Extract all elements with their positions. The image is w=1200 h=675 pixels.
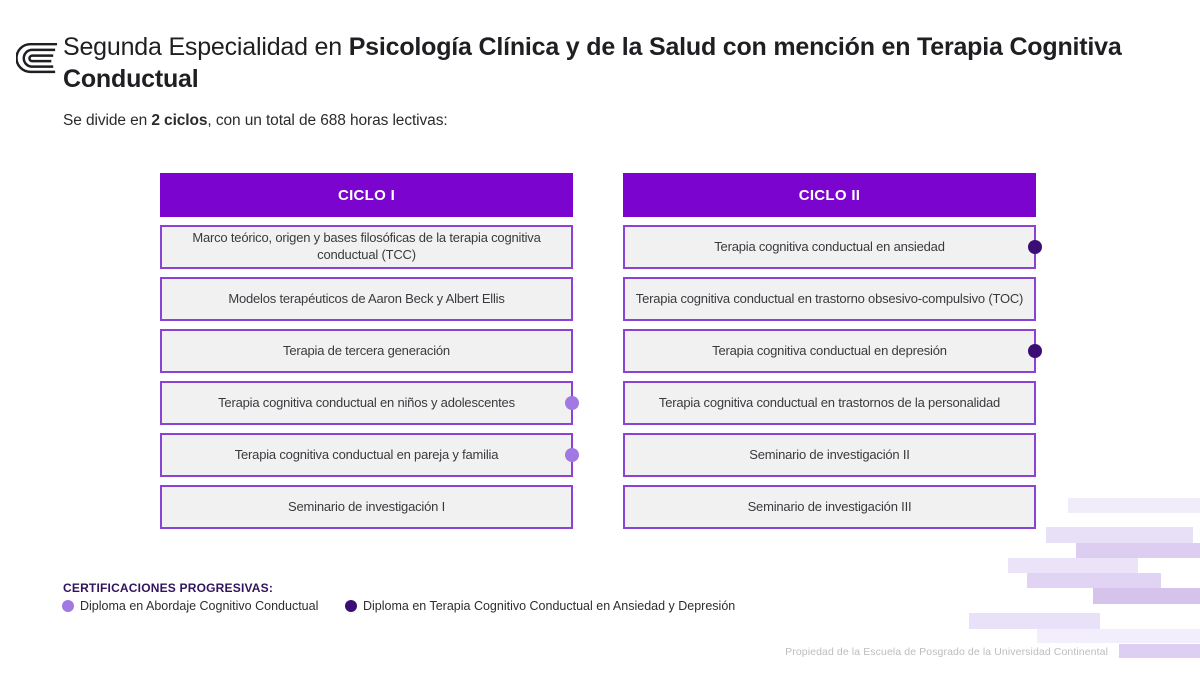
ciclo-2-courses [623, 225, 1036, 529]
course-label: Terapia de tercera generación [283, 342, 450, 358]
course-box [623, 485, 1036, 529]
course-box [160, 381, 573, 425]
course-box [160, 485, 573, 529]
course-label: Marco teórico, origen y bases filosóficas de la terapia cognitiva conductual (TCC) [192, 230, 541, 262]
milestone-dot-light [565, 448, 579, 462]
decorative-bar [1093, 588, 1200, 604]
milestone-dot-dark [1028, 344, 1042, 358]
legend-label: Diploma en Abordaje Cognitivo Conductual [80, 599, 319, 613]
course-label: Seminario de investigación I [288, 498, 445, 514]
ciclo-1-courses [160, 225, 573, 529]
decorative-bar [1037, 629, 1200, 643]
legend-item [345, 599, 735, 613]
course-label: Seminario de investigación II [749, 446, 910, 462]
course-label: Terapia cognitiva conductual en niños y adolescentes [218, 394, 515, 410]
course-label: Modelos terapéuticos de Aaron Beck y Albert Ellis [228, 290, 505, 306]
legend-label: Diploma en Terapia Cognitivo Conductual en Ansiedad y Depresión [363, 599, 736, 613]
course-label: Terapia cognitiva conductual en ansiedad [714, 238, 945, 254]
ciclo-2-column [623, 173, 1036, 537]
ciclo-2-header: CICLO II [623, 173, 1036, 217]
course-box [623, 225, 1036, 269]
milestone-dot-light [565, 396, 579, 410]
course-box [160, 433, 573, 477]
subtitle-suffix: , con un total de 688 horas lectivas: [207, 112, 448, 129]
legend-title: CERTIFICACIONES PROGRESIVAS: [63, 581, 274, 595]
course-label: Terapia cognitiva conductual en depresión [712, 342, 947, 358]
course-label: Seminario de investigación III [747, 498, 912, 514]
ciclo-1-column [160, 173, 573, 537]
decorative-bar [1119, 644, 1200, 658]
page-title [63, 31, 1173, 95]
subtitle [63, 112, 448, 130]
legend [62, 599, 735, 613]
title-bold-part: Psicología Clínica y de la Salud con mención en Terapia Cognitiva Conductual [63, 33, 1122, 93]
legend-dot-dark [345, 600, 357, 612]
decorative-bar [1008, 558, 1138, 573]
course-box [160, 329, 573, 373]
course-box [623, 381, 1036, 425]
universidad-continental-logo-icon [16, 41, 58, 76]
course-box [160, 277, 573, 321]
course-label: Terapia cognitiva conductual en trastornos de la personalidad [658, 394, 1001, 410]
ciclo-1-header: CICLO I [160, 173, 573, 217]
course-label: Terapia cognitiva conductual en pareja y familia [234, 446, 499, 462]
course-box [623, 433, 1036, 477]
curriculum-columns [160, 173, 1036, 537]
copyright-text: Propiedad de la Escuela de Posgrado de la Universidad Continental [785, 646, 1108, 658]
decorative-bar [1068, 498, 1200, 513]
course-label: Terapia cognitiva conductual en trastorno obsesivo-compulsivo (TOC) [635, 290, 1024, 306]
legend-item [62, 599, 345, 613]
course-box [623, 277, 1036, 321]
decorative-bar [1046, 527, 1193, 543]
course-box [623, 329, 1036, 373]
subtitle-bold: 2 ciclos [151, 112, 208, 129]
subtitle-prefix: Se divide en [63, 112, 152, 129]
milestone-dot-dark [1028, 240, 1042, 254]
title-regular-part: Segunda Especialidad en [63, 33, 349, 61]
legend-dot-light [62, 600, 74, 612]
decorative-bar [1076, 543, 1200, 558]
decorative-bar [1027, 573, 1161, 588]
course-box [160, 225, 573, 269]
decorative-bar [969, 613, 1100, 629]
